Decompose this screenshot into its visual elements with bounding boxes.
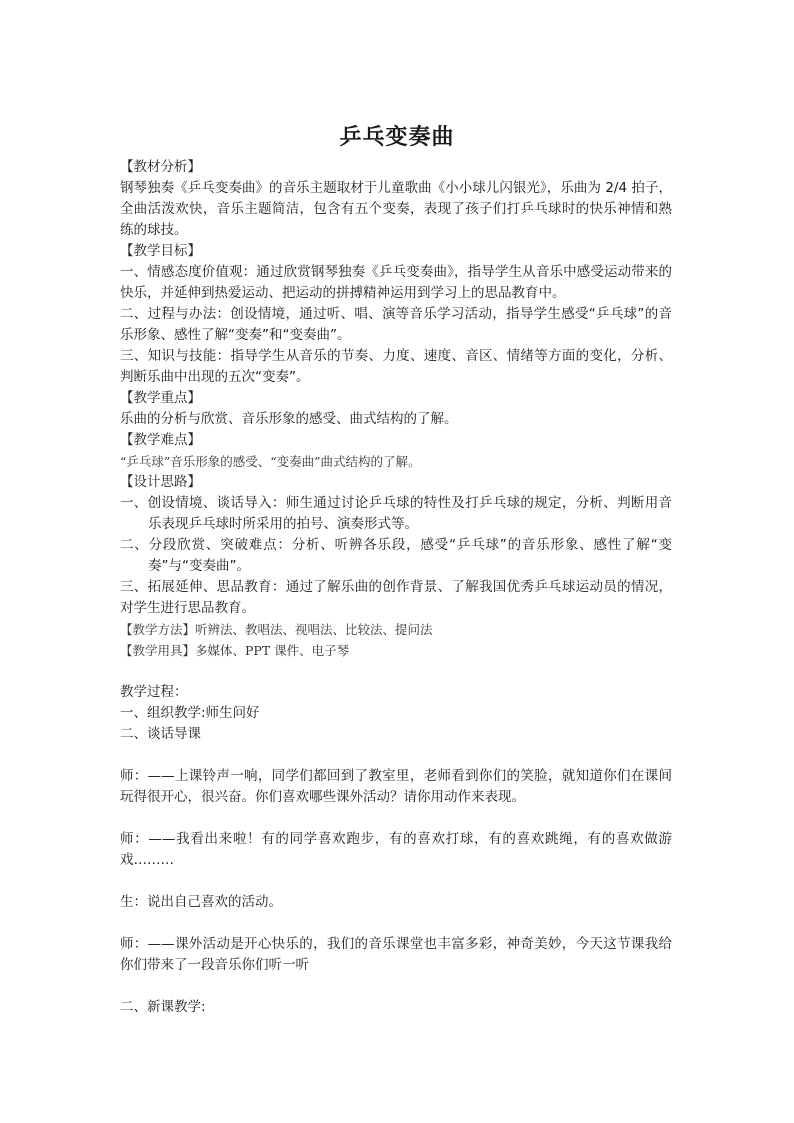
difficulties-text: “乒乓球”音乐形象的感受、“变奏曲”曲式结构的了解。 (120, 454, 421, 469)
section-heading-key-points: 【教学重点】 (120, 390, 201, 406)
goal-item-2: 二、过程与办法：创设情境，通过听、唱、演等音乐学习活动，指导学生感受“乒乓球”的音乐形象、感性了解“变奏”和“变奏曲”。 (120, 306, 672, 343)
goal-item-1: 一、情感态度价值观：通过欣赏钢琴独奏《乒乓变奏曲》，指导学生从音乐中感受运动带来的快乐，并延伸到热爱运动、把运动的拼搏精神运用到学习上的思品教育中。 (120, 264, 672, 301)
analysis-paragraph: 钢琴独奏《乒乓变奏曲》的音乐主题取材于儿童歌曲《小小球儿闪银光》，乐曲为 2/4 拍子，全曲活泼欢快，音乐主题简洁，包含有五个变奏，表现了孩子们打乒乓球时的快乐神情和熟练的球技。 (120, 180, 672, 238)
page-title: 乒乓变奏曲 (339, 124, 455, 150)
spacer (120, 871, 672, 892)
process-step-1: 一、组织教学:师生问好 (120, 705, 260, 721)
section-heading-goals: 【教学目标】 (120, 243, 201, 259)
process-heading: 教学过程： (120, 684, 188, 700)
teacher-line-2: 师：——我看出来啦！有的同学喜欢跑步，有的喜欢打球，有的喜欢跳绳，有的喜欢做游戏……… (120, 831, 672, 868)
section-heading-analysis: 【教材分析】 (120, 159, 201, 175)
section-heading-tools: 【教学用具】 (120, 643, 196, 658)
spacer (120, 976, 672, 997)
teacher-line-1: 师：——上课铃声一响，同学们都回到了教室里，老师看到你们的笑脸，就知道你们在课间玩得很开心，很兴奋。你们喜欢哪些课外活动？请你用动作来表现。 (120, 768, 672, 805)
spacer (120, 745, 672, 766)
section-heading-design: 【设计思路】 (120, 474, 201, 490)
spacer (120, 808, 672, 829)
methods-text: 听辨法、教唱法、视唱法、比较法、提问法 (195, 622, 433, 637)
process-step-2: 二、谈话导课 (120, 726, 201, 742)
process-step-3: 二、新课教学: (120, 999, 206, 1015)
goal-item-3: 三、知识与技能：指导学生从音乐的节奏、力度、速度、音区、情绪等方面的变化，分析、判断乐曲中出现的五次“变奏”。 (120, 348, 672, 385)
section-heading-methods: 【教学方法】 (120, 622, 196, 637)
spacer (120, 913, 672, 934)
design-item-1: 一、创设情境、谈话导入：师生通过讨论乒乓球的特性及打乒乓球的规定，分析、判断用音乐表现乒乓球时所采用的拍号、演奏形式等。 (120, 495, 672, 532)
key-points-text: 乐曲的分析与欣赏、音乐形象的感受、曲式结构的了解。 (120, 411, 458, 427)
section-heading-difficulties: 【教学难点】 (120, 432, 201, 448)
tools-line (120, 640, 672, 661)
document-body (120, 157, 672, 1018)
teacher-line-3: 师：——课外活动是开心快乐的，我们的音乐课堂也丰富多彩，神奇美妙，今天这节课我给你们带来了一段音乐你们听一听 (120, 936, 672, 973)
methods-line (120, 619, 672, 640)
spacer (120, 661, 672, 682)
design-item-2: 二、分段欣赏、突破难点：分析、听辨各乐段，感受“乒乓球”的音乐形象、感性了解“变奏”与“变奏曲”。 (120, 537, 672, 574)
design-item-3: 三、拓展延伸、思品教育：通过了解乐曲的创作背景、了解我国优秀乒乓球运动员的情况，对学生进行思品教育。 (120, 579, 672, 616)
tools-text: 多媒体、PPT 课件、电子琴 (195, 643, 350, 658)
student-line-1: 生：说出自己喜欢的活动。 (120, 894, 282, 910)
